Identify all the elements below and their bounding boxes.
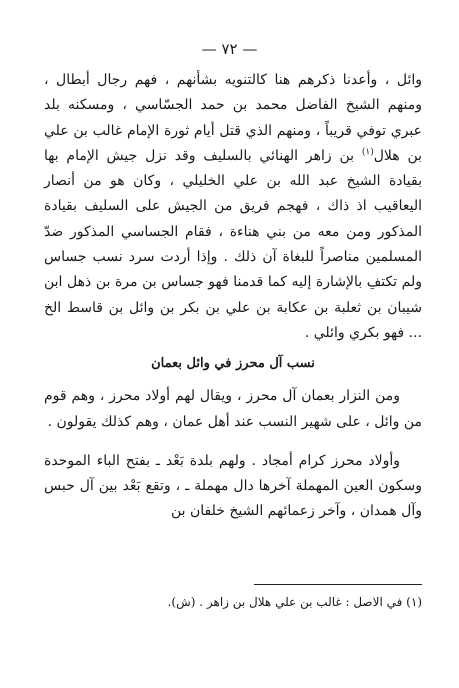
footnote: (١) في الاصل : غالب بن علي هلال بن زاهر . (ش). [167,595,422,609]
section-heading: نسب آل محرز في وائل بعمان [151,356,315,372]
paragraph-1-text-a: وائل ، وأعدنا ذكرهم هنا كالتنويه بشأنهم ، فهم رجال أبطال ، ومنهم الشيخ الفاضل محمد بن حمد الجسّاسي ، ومسكنه بلد عبري توفي قريباً ، ومنهم الذي قتل أيام ثورة الإمام غالب بن علي بن هلال [44,72,422,164]
paragraph-3: وأولاد محرز كرام أمجاد . ولهم بلدة بَعْد ـ بفتح الباء الموحدة وسكون العين المهملة آخرها دال مهملة ـ ، وتقع بَعْد بين آل حبس وآل همدان ، وآخر زعمائهم الشيخ خلفان بن [44,452,422,520]
paragraph-1 [44,68,422,346]
footnote-divider [254,584,422,585]
body-text [44,68,422,525]
paragraph-1-text-b: بن زاهر الهنائي بالسليف وقد نزل جيش الإمام بها بقيادة الشيخ عبد الله بن علي الخليلي ، وكان هو من أنصار اليعاقيب اذ ذاك ، فهجم فريق من الجيش على السليف بقيادة المذكور ومن معه من بني هناءة ، فقام الجساسي المذكور ضدّ المسلمين مناصراً للبغاة آن ذلك . وإذا أردت سرد نسب جساس ولم تكتفِ بالإشارة إليه كما قدمنا فهو جساس بن مرة بن ذهل ابن شيبان بن ثعلبة بن عكابة بن علي بن بكر بن وائل بن قاسط الخ ... فهو بكري وائلي . [44,147,422,341]
footnote-marker: (١) [361,147,374,158]
page-number: — ٧٢ — [201,40,258,58]
paragraph-2: ومن النزار بعمان آل محرز ، ويقال لهم أولاد محرز ، وهم قوم من وائل ، على شهير النسب عند أهل عمان ، وهم كذلك يقولون . [44,388,422,430]
